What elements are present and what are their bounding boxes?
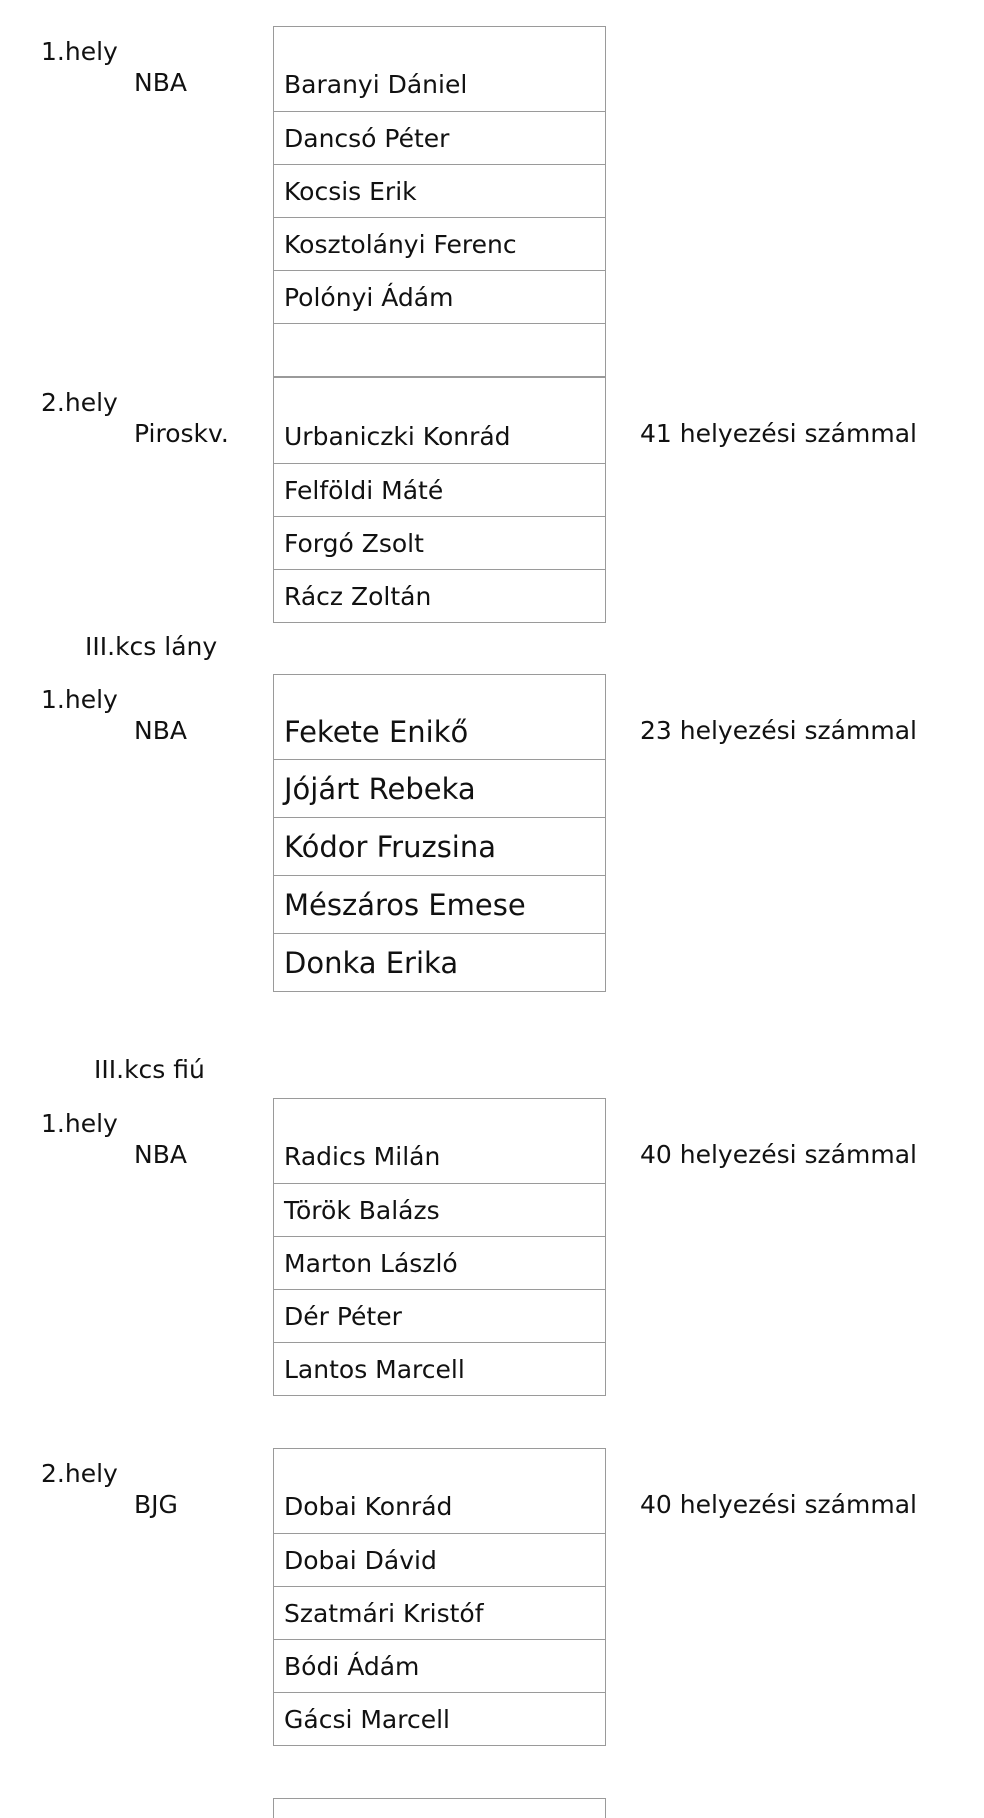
team-member: Polónyi Ádám [274, 270, 605, 323]
place-label: 1.hely [41, 37, 118, 66]
place-label: 2.hely [41, 388, 118, 417]
team-member: Donka Erika [274, 933, 605, 991]
club-label: NBA [134, 716, 187, 745]
team-member [274, 323, 605, 376]
team-member: Radics Milán [284, 1142, 441, 1171]
team-member: Dancsó Péter [274, 111, 605, 164]
team-table [273, 26, 606, 377]
team-member: Marton László [274, 1236, 605, 1289]
result-text: 40 helyezési számmal [640, 1490, 917, 1519]
team-member: Fekete Enikő [284, 715, 469, 749]
team-member: Gácsi Marcell [274, 1692, 605, 1745]
team-member: Török Balázs [274, 1183, 605, 1236]
club-label: NBA [134, 1140, 187, 1169]
result-text: 40 helyezési számmal [640, 1140, 917, 1169]
team-member: Szatmári Kristóf [274, 1586, 605, 1639]
team-table [273, 1098, 606, 1396]
team-member: Kosztolányi Ferenc [274, 217, 605, 270]
club-label: NBA [134, 68, 187, 97]
team-member: Urbaniczki Konrád [284, 422, 511, 451]
club-label: Piroskv. [134, 419, 229, 448]
team-member: Kocsis Erik [274, 164, 605, 217]
team-member: Dobai Konrád [284, 1492, 453, 1521]
result-text: 23 helyezési számmal [640, 716, 917, 745]
team-member: Dér Péter [274, 1289, 605, 1342]
team-member: Dobai Dávid [274, 1533, 605, 1586]
club-label: BJG [134, 1490, 178, 1519]
section-heading: III.kcs lány [85, 632, 218, 661]
team-table [273, 377, 606, 623]
team-table [273, 674, 606, 992]
next-team-table-edge [273, 1798, 606, 1818]
team-member: Baranyi Dániel [284, 70, 468, 99]
section-heading: III.kcs fiú [94, 1055, 205, 1084]
team-member: Jójárt Rebeka [274, 759, 605, 817]
result-text: 41 helyezési számmal [640, 419, 917, 448]
team-member: Lantos Marcell [274, 1342, 605, 1395]
place-label: 1.hely [41, 1109, 118, 1138]
place-label: 1.hely [41, 685, 118, 714]
team-member: Forgó Zsolt [274, 516, 605, 569]
team-member: Felföldi Máté [274, 463, 605, 516]
team-member: Bódi Ádám [274, 1639, 605, 1692]
place-label: 2.hely [41, 1459, 118, 1488]
team-member: Mészáros Emese [274, 875, 605, 933]
team-table [273, 1448, 606, 1746]
team-member: Rácz Zoltán [274, 569, 605, 622]
team-member: Kódor Fruzsina [274, 817, 605, 875]
